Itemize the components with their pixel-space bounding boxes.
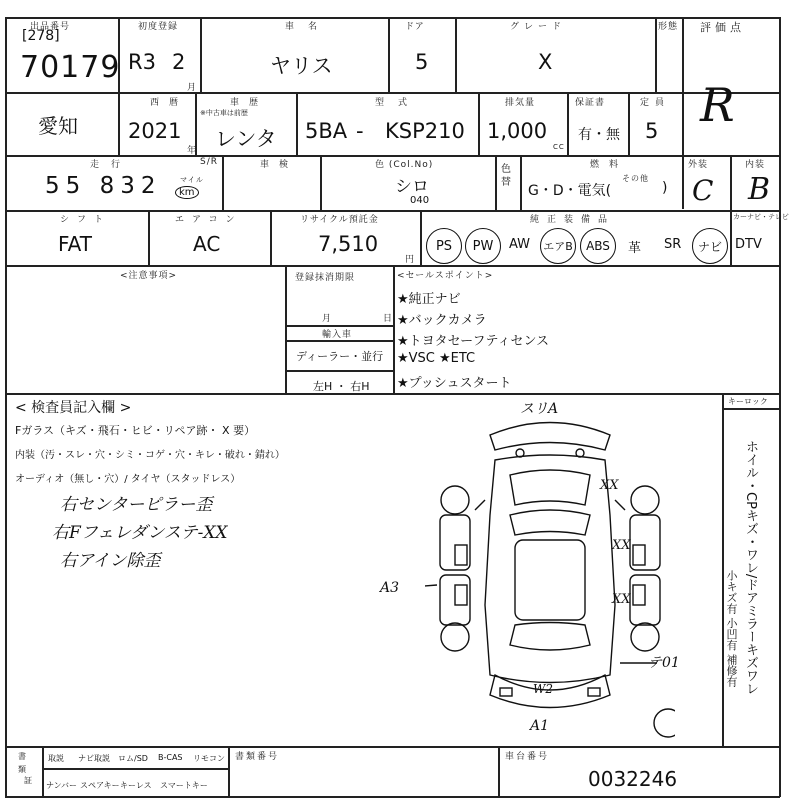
fuel-label: 燃料: [590, 160, 629, 170]
history-value: レンタ: [215, 127, 277, 151]
keyless-label: キーロック: [728, 397, 768, 406]
sales-point: ★トヨタセーフティセンス: [397, 334, 550, 349]
mileage-unit-mile: マイル: [180, 176, 204, 184]
first-reg-era: R3: [128, 50, 156, 74]
interior-note: 内装（汚・スレ・穴・シミ・コゲ・穴・キレ・破れ・錆れ）: [15, 450, 285, 461]
mark-xx: XX: [612, 538, 631, 553]
footer-sub: 証: [24, 776, 32, 785]
shift-pos-label: 形態: [658, 22, 679, 32]
side-notes: ホイル・CPキズ・ワレ/ドアミラーキズワレ: [743, 440, 758, 696]
equip-leather: 革: [628, 241, 642, 256]
handle-value: 左H ・ 右H: [313, 380, 370, 393]
color-code: 040: [410, 195, 430, 206]
mark-xx: XX: [600, 478, 619, 493]
hand-note: 右Fフェレダンステ-XX: [52, 523, 228, 543]
exterior-label: 外装: [688, 160, 709, 170]
equip-dtv: DTV: [735, 237, 762, 252]
model-value: KSP210: [385, 119, 465, 143]
score-value: R: [700, 78, 735, 132]
car-name: ヤリス: [270, 54, 333, 78]
reg-month: 月: [322, 314, 333, 324]
first-reg-label: 初度登録: [138, 22, 179, 32]
inspection-label: 保証書: [575, 98, 606, 108]
mark-left: A3: [380, 580, 400, 596]
shift-value: FAT: [58, 232, 93, 256]
year-label: 西暦: [150, 98, 189, 108]
equip-sr: SR: [664, 237, 682, 252]
equip-abs: ABS: [580, 228, 616, 264]
mark-xx: XX: [612, 592, 631, 607]
footer-col: リモコン: [193, 754, 225, 763]
equip-pw: PW: [465, 228, 501, 264]
aircon-label: エアコン: [175, 215, 243, 225]
capacity-value: 5: [645, 119, 659, 143]
capacity-label: 定員: [640, 98, 671, 108]
doors-label: ドア: [405, 22, 425, 32]
sales-point: ★VSC ★ETC: [397, 351, 476, 366]
equip-airbag: エアB: [540, 228, 576, 264]
sales-point: ★プッシュスタート: [397, 376, 512, 391]
recycle-label: リサイクル預託金: [300, 215, 379, 225]
reg-day: 日: [383, 314, 394, 324]
import-value: ディーラー・並行: [296, 350, 384, 363]
mark-right: テ01: [648, 655, 680, 671]
car-name-label: 車名: [285, 22, 332, 32]
mileage-unit: km: [175, 186, 199, 199]
fuel-other: その他: [622, 174, 649, 183]
inspector-title: < 検査員記入欄 >: [15, 400, 132, 416]
interior-value: B: [748, 172, 771, 207]
color-value: シロ: [395, 177, 429, 197]
hand-note: 右アイン除歪: [60, 551, 161, 571]
displacement-value: 1,000: [487, 119, 548, 143]
footer-col: ロム/SD: [118, 754, 148, 763]
model-label: 型式: [375, 98, 422, 108]
grade-value: X: [538, 50, 553, 74]
footer-col: ナビ取説: [78, 754, 110, 763]
recycle-value: 7,510: [318, 232, 379, 256]
footer-col2: スペアキー: [80, 781, 120, 790]
mileage-label: 走行: [90, 160, 133, 170]
mark-bottom: A1: [530, 718, 550, 734]
history-sub: ※中古車は前歴: [200, 109, 248, 117]
cc-unit: CC: [553, 143, 565, 151]
footer-col2: ナンバー: [46, 781, 78, 790]
lot-label: 出品番号: [30, 22, 71, 32]
mileage-value: 55 832: [45, 173, 162, 199]
doc-no-label: 書類番号: [235, 752, 280, 762]
history-label: 車歴: [230, 98, 269, 108]
equip-aw: AW: [509, 237, 531, 252]
month-unit: 月: [187, 83, 198, 93]
color-change-label: 色替: [501, 164, 511, 188]
equip-ps: PS: [426, 228, 462, 264]
exterior-value: C: [692, 174, 714, 207]
aircon-value: AC: [193, 232, 221, 256]
audio-note: オーディオ（無し・穴）/ タイヤ（スタッドレス）: [15, 474, 241, 485]
inspection-value: 有・無: [578, 127, 620, 143]
footer-col: 取説: [48, 754, 64, 763]
chassis-label: 車台番号: [505, 752, 550, 762]
footer-col2: キーレス: [120, 781, 152, 790]
sales-point: ★バックカメラ: [397, 313, 487, 328]
mark-rear: W2: [533, 682, 553, 696]
mileage-mark: S/R: [200, 157, 218, 167]
score-label: 評価点: [700, 21, 745, 34]
reg-label: 登録抹消期限: [295, 273, 356, 283]
fuel-close: ): [662, 180, 668, 196]
region: 愛知: [38, 114, 78, 138]
sales-point: ★純正ナビ: [397, 292, 461, 307]
side-notes-2: 小キズ有 小凹有 補修有: [725, 570, 738, 687]
lot-number: 70179: [20, 50, 121, 85]
interior-label: 内装: [745, 160, 766, 170]
yen-unit: 円: [405, 255, 416, 265]
equip-label: 純正装備品: [530, 215, 616, 225]
hand-note: 右センターピラー歪: [60, 495, 213, 515]
inspect-label: 車検: [260, 160, 299, 170]
fuel-value: G・D・電気(: [528, 183, 612, 199]
mark-top: スリA: [520, 401, 559, 417]
footer-doc-label: 書類: [18, 752, 26, 774]
displacement-label: 排気量: [505, 98, 536, 108]
year-unit: 年: [187, 146, 198, 156]
grade-label: グレード: [510, 22, 567, 32]
chassis-number: 0032246: [588, 767, 678, 791]
color-label: 色 (Col.No): [375, 160, 434, 170]
doors-value: 5: [415, 50, 429, 74]
equip-navi: ナビ: [692, 228, 728, 264]
carnavi-label: カーナビ・テレビ: [733, 213, 789, 221]
model-prefix: 5BA: [305, 119, 348, 143]
lot-sub: [278]: [22, 28, 60, 44]
glass-note: Fガラス（キズ・飛石・ヒビ・リペア跡・ X 要）: [15, 424, 256, 437]
sales-label: <セールスポイント>: [397, 271, 494, 281]
shift-label: シフト: [60, 215, 112, 225]
footer-col2: スマートキー: [160, 781, 208, 790]
caution-label: <注意事項>: [120, 271, 178, 281]
footer-col: B-CAS: [158, 753, 183, 762]
first-reg-month: 2: [172, 50, 186, 74]
model-dash: -: [356, 119, 364, 143]
year-value: 2021: [128, 119, 182, 143]
import-label: 輸入車: [322, 330, 353, 340]
